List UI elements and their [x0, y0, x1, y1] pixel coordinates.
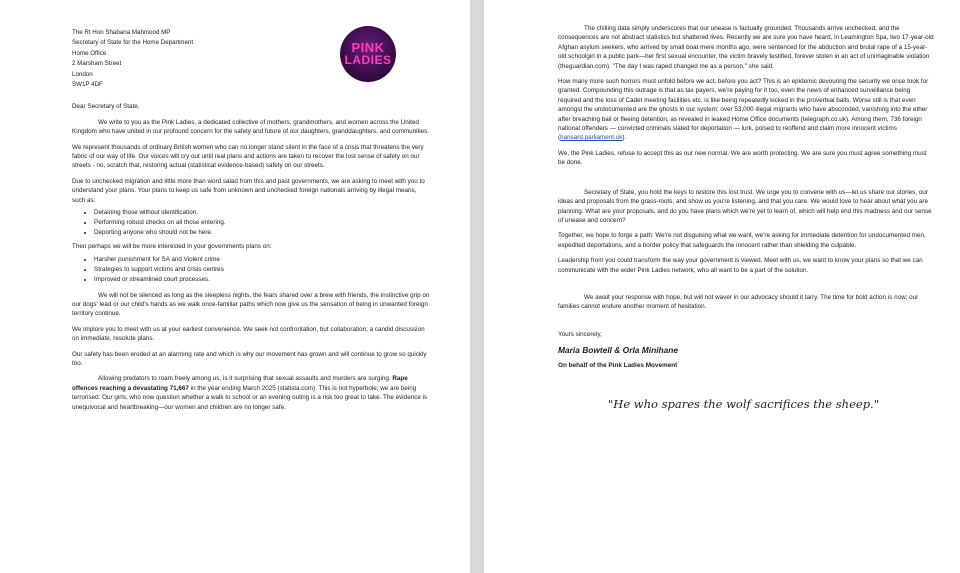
address-line: Secretary of State for the Home Department — [72, 39, 194, 47]
paragraph-text: How many more such horrors must unfold before we act, before you act? This is an epidemic devouring the security we once took for granted. Compounding this outrage is that as tax payers, we're paying for it too, even the news of enhanced surveillance being required and the loss of Cadet meeting facilities etc. is like being repeatedly kicked in the proverbial balls. Worse still is that even amongst the undocumented are the ghosts in our system: over 53,000 illegal migrants who have absconded, vanishing into the ether after breaching bail or fleeing detention, as revealed in leaked Home Office documents (telegraph.co.uk). Among them, 736 foreign national offenders — convicted criminals slated for deportation — lurk, poised to reoffend and claim more innocent victims ( — [558, 78, 929, 142]
list-item: • Improved or streamlined court processes. — [94, 275, 430, 285]
paragraph — [558, 77, 934, 143]
paragraph: Due to unchecked migration and little more than word salad from this and past governments, we are asking to meet with you to understand your plans. Your plans to keep us safe from unknown and unchecked foreign nationals arriving by illegal means, such as: — [72, 177, 425, 204]
paragraph: We represent thousands of ordinary British women who can no longer stand silent in the face of a crisis that threatens the very fabric of our way of life. Our voices will cry out until real plans and actions are taken to recover the lost sense of safety on our streets - no, scratch that, restoring actual (statistical evidence-based) safety on our streets. — [72, 143, 424, 170]
bullet-list — [72, 255, 430, 285]
paragraph: We will not be silenced as long as the sleepless nights, the fears shared over a brew with friends, the instinctive grip on our dogs' lead or our child's hands as we walk once-familiar paths which now give us the sensation of being in unwanted foreign territory continue. — [72, 291, 430, 318]
list-item: • Deporting anyone who should not be here. — [94, 228, 430, 238]
hansard-link[interactable]: hansard.parliament.uk — [560, 134, 623, 142]
paragraph: The chilling data simply underscores that our unease is factually grounded. Thousands arrive unchecked, and the consequences are not abstract statistics but shattered lives. Recently we are sure you have heard, in Leamington Spa, two 17-year-old Afghan asylum seekers, who arrived by small boat mere months ago, were sentenced for the abduction and brutal rape of a 15-year-old schoolgirl in a public park—her first sexual encounter, the victim bravely testified, forever stolen in an act of unimaginable violation (theguardian.com). "The day I was raped changed me as a person," she said. — [558, 25, 934, 70]
salutation: Dear Secretary of State, — [72, 103, 140, 111]
bullet-list — [72, 208, 430, 238]
logo-text-pink: PINK — [351, 40, 385, 55]
letter-page-right — [484, 0, 960, 573]
paragraph: Our safety has been eroded at an alarming rate and which is why our movement has grown and will continue to grow so quickly too. — [72, 350, 427, 367]
bold-statistic: Rape offences reaching a devastating 71,667 — [72, 375, 408, 392]
list-item: • Detaining those without identification. — [94, 208, 430, 218]
address-line: London — [72, 70, 93, 78]
closing-quote: "He who spares the wolf sacrifices the sheep." — [608, 397, 879, 412]
closing: Yours sincerely, — [558, 330, 602, 338]
paragraph: We implore you to meet with us at your earliest convenience. We seek not confrontation, but collaboration; a candid discussion on immediate, resolute plans. — [72, 325, 425, 343]
logo-text-ladies: LADIES — [344, 53, 392, 67]
paragraph-text: ). — [622, 134, 627, 142]
paragraph: We write to you as the Pink Ladies, a dedicated collective of mothers, grandmothers, and women across the United Kingdom who have united in our profound concern for the safety and future of our daughters, granddaughters, and communities. — [72, 118, 430, 136]
paragraph: Secretary of State, you hold the keys to restore this lost trust. We urge you to convene with us—let us share our stories, our ideas and proposals from the grass-roots, and show us you're listening, and that you care. We would love to hear about what you are planning. What are your proposals, and do you have plans which we're yet to learn of, which will help end this madness and our sense of unease and concern? — [558, 188, 932, 224]
paragraph-text: in the year ending March 2025 (statista.com). This is not hyperbole; we are being terrorised. Our girls, who now question whether a walk to school or an evening outing is a risk too great to take. The evidence is unequivocal and heartbreaking—our women and children are no longer safe. — [72, 384, 428, 411]
address-line: The Rt Hon Shabana Mahmood MP — [72, 29, 171, 36]
address-line: SW1P 4DF — [72, 81, 103, 89]
paragraph: We, the Pink Ladies, refuse to accept this as our new normal. We are worth protecting. We are sure you must agree something must be done. — [558, 149, 927, 167]
list-item: • Strategies to support victims and crisis centres — [94, 265, 430, 275]
list-item: • Harsher punishment for SA and Violent crime — [94, 255, 430, 265]
on-behalf-line: On behalf of the Pink Ladies Movement — [558, 362, 678, 370]
address-line: 2 Marsham Street — [72, 60, 122, 68]
letter-page-left — [0, 0, 470, 573]
list-item: • Performing robust checks on all those entering. — [94, 218, 430, 228]
paragraph-text: Allowing predators to roam freely among us, is it surprising that sexual assaults and murders are surging. — [98, 375, 393, 383]
pink-ladies-logo — [340, 26, 396, 82]
paragraph: Together, we hope to forge a path: We're not disguising what we want, we're asking for immediate detention for undocumented men, expedited deportations, and a border policy that safeguards the innocent rather than shielding the culpable. — [558, 232, 926, 249]
paragraph: We await your response with hope, but will not waver in our advocacy should it tarry. The time for bold action is now; our families cannot endure another moment of hesitation. — [558, 293, 919, 311]
paragraph — [72, 374, 430, 412]
signatures: Maria Bowtell & Orla Minihane — [558, 345, 679, 356]
paragraph: Leadership from you could transform the way your government is viewed. Meet with us, we want to know your plans so that we can communicate with the wider Pink Ladies network, who all want to be a part of the solution. — [558, 257, 923, 274]
address-line: Home Office — [72, 49, 107, 57]
paragraph: Then perhaps we will be more interested in your governments plans on: — [72, 243, 272, 251]
